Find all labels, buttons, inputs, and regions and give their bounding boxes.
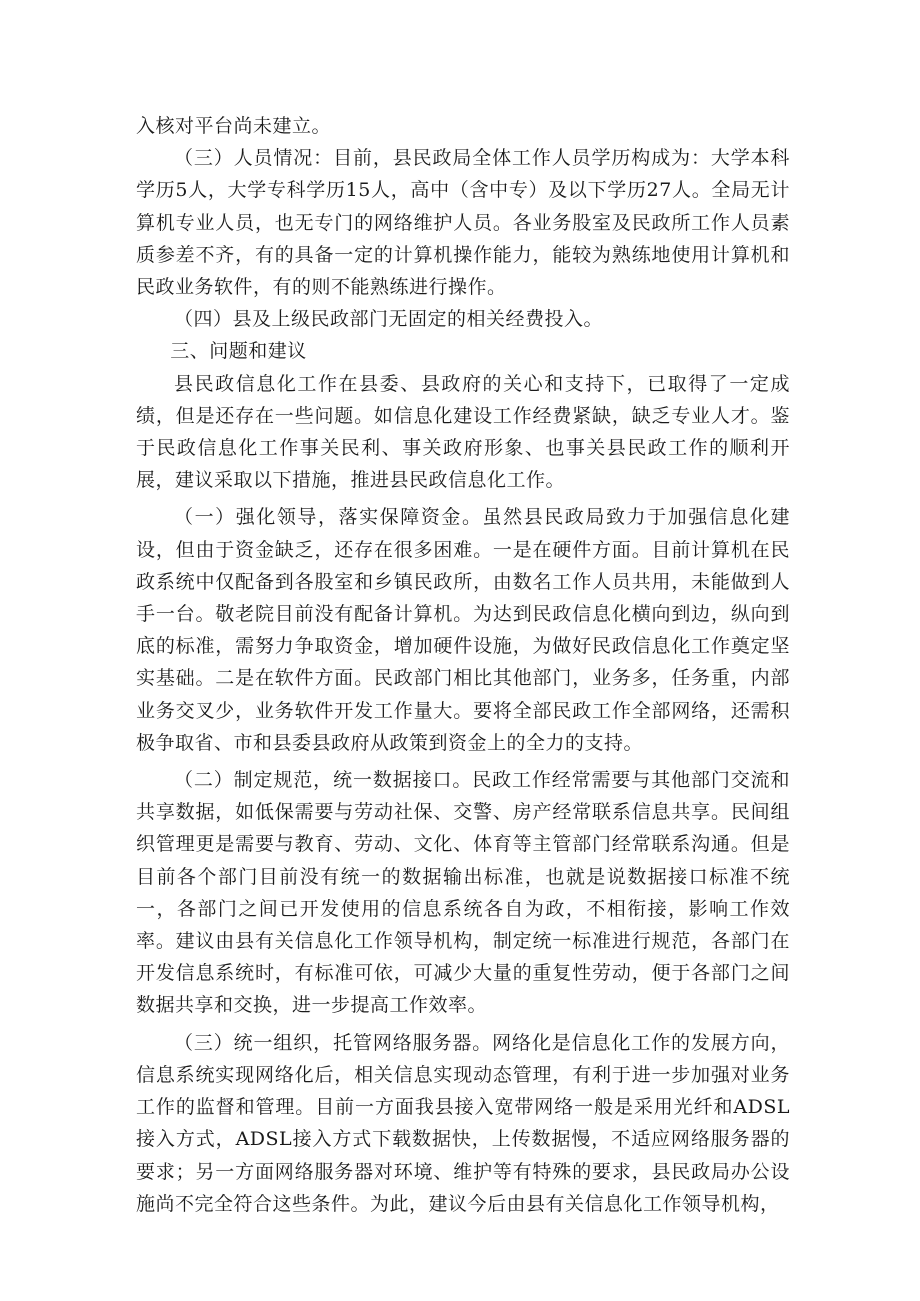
paragraph-continuation: 入核对平台尚未建立。: [136, 115, 332, 137]
paragraph-suggestion-1: （一）强化领导，落实保障资金。虽然县民政局致力于加强信息化建设，但由于资金缺乏，还存在很多困难。一是在硬件方面。目前计算机在民政系统中仅配备到各股室和乡镇民政所，由数名工作人员共用，未能做到人手一台。敬老院目前没有配备计算机。为达到民政信息化横向到边，纵向到底的标准，需努力争取资金，增加硬件设施，为做好民政信息化工作奠定坚实基础。二是在软件方面。民政部门相比其他部门，业务多，任务重，内部业务交叉少，业务软件开发工作量大。要将全部民政工作全部网络，还需积极争取省、市和县委县政府从政策到资金上的全力的支持。: [136, 506, 790, 754]
paragraph-suggestion-2: （二）制定规范，统一数据接口。民政工作经常需要与其他部门交流和共享数据，如低保需要与劳动社保、交警、房产经常联系信息共享。民间组织管理更是需要与教育、劳动、文化、体育等主管部门经常联系沟通。但是目前各个部门目前没有统一的数据输出标准，也就是说数据接口标准不统一，各部门之间已开发使用的信息系统各自为政，不相衔接，影响工作效率。建议由县有关信息化工作领导机构，制定统一标准进行规范，各部门在开发信息系统时，有标准可依，可减少大量的重复性劳动，便于各部门之间数据共享和交换，进一步提高工作效率。: [136, 769, 790, 1017]
paragraph-staff-situation: （三）人员情况：目前，县民政局全体工作人员学历构成为：大学本科学历5人，大学专科学历15人，高中（含中专）及以下学历27人。全局无计算机专业人员，也无专门的网络维护人员。各业务股室及民政所工作人员素质参差不齐，有的具备一定的计算机操作能力，能较为熟练地使用计算机和民政业务软件，有的则不能熟练进行操作。: [136, 147, 790, 299]
paragraph-funding: （四）县及上级民政部门无固定的相关经费投入。: [174, 308, 604, 331]
document-body: [136, 110, 790, 1220]
paragraph-problems-intro: 县民政信息化工作在县委、县政府的关心和支持下，已取得了一定成绩，但是还存在一些问题。如信息化建设工作经费紧缺，缺乏专业人才。鉴于民政信息化工作事关民利、事关政府形象、也事关县民政工作的顺利开展，建议采取以下措施，推进县民政信息化工作。: [136, 372, 790, 492]
paragraph-suggestion-3: （三）统一组织，托管网络服务器。网络化是信息化工作的发展方向，信息系统实现网络化后，相关信息实现动态管理，有利于进一步加强对业务工作的监督和管理。目前一方面我县接入宽带网络一般是采用光纤和ADSL接入方式，ADSL接入方式下载数据快，上传数据慢，不适应网络服务器的要求；另一方面网络服务器对环境、维护等有特殊的要求，县民政局办公设施尚不完全符合这些条件。为此，建议今后由县有关信息化工作领导机构，: [136, 1031, 790, 1215]
section-heading-problems: 三、问题和建议: [170, 340, 307, 363]
